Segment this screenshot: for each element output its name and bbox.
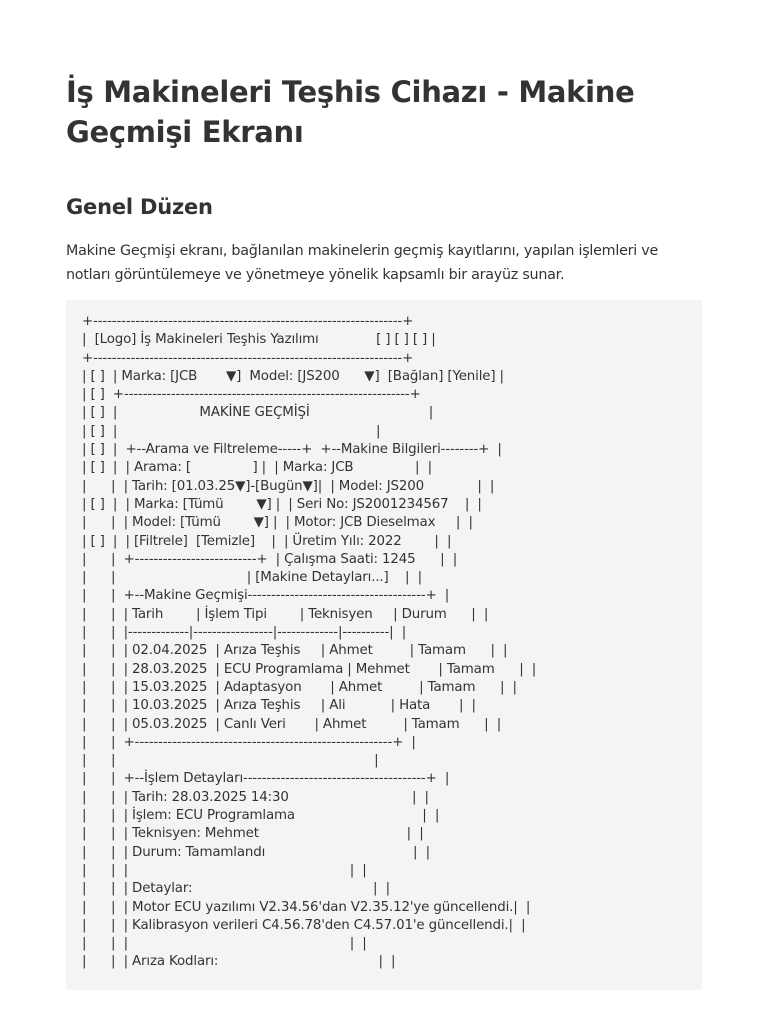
diagram-line: | | | Detaylar: | |: [82, 881, 390, 897]
diagram-line: | | | 15.03.2025 | Adaptasyon | Ahmet | Tamam | |: [82, 679, 517, 695]
diagram-line: | | |-------------|-----------------|-------------|----------| |: [82, 625, 407, 641]
diagram-line: | [ ] | | [Filtrele] [Temizle] | | Üretim Yılı: 2022 | |: [82, 533, 452, 549]
diagram-line: | | +--İşlem Detayları---------------------------------------+ |: [82, 771, 450, 787]
diagram-line: | [ ] | +--Arama ve Filtreleme-----+ +--Makine Bilgileri--------+ |: [82, 442, 502, 458]
diagram-line: | | | | |: [82, 936, 367, 952]
diagram-line: | | | Tarih: 28.03.2025 14:30 | |: [82, 789, 429, 805]
diagram-line: | [ ] +-------------------------------------------------------------+: [82, 387, 421, 403]
page-title: İş Makineleri Teşhis Cihazı - Makine Geçmişi Ekranı: [66, 75, 635, 149]
section-heading: Genel Düzen: [66, 195, 213, 219]
diagram-line: | | | [Makine Detayları...] | |: [82, 570, 422, 586]
diagram-line: | | | Tarih | İşlem Tipi | Teknisyen | Durum | |: [82, 606, 489, 622]
diagram-line: | | | Motor ECU yazılımı V2.34.56'dan V2.35.12'ye güncellendi.| |: [82, 899, 531, 915]
diagram-line: | | | Teknisyen: Mehmet | |: [82, 826, 424, 842]
diagram-line: | | | İşlem: ECU Programlama | |: [82, 808, 440, 824]
diagram-line: | | +--------------------------+ | Çalışma Saati: 1245 | |: [82, 551, 458, 567]
diagram-line: | | |: [82, 753, 379, 769]
diagram-line: +------------------------------------------------------------------+: [82, 314, 414, 329]
diagram-line: | | | Model: [Tümü ▼] | | Motor: JCB Dieselmax | |: [82, 515, 473, 531]
diagram-line: | | +--Makine Geçmişi--------------------------------------+ |: [82, 588, 450, 604]
diagram-line: | | +-------------------------------------------------------+ |: [82, 734, 416, 750]
intro-paragraph: Makine Geçmişi ekranı, bağlanılan makinelerin geçmiş kayıtlarını, yapılan işlemleri ve notları görüntülemeye ve yönetmeye yönelik kapsamlı bir arayüz sunar.: [66, 243, 659, 283]
ascii-diagram: [66, 300, 702, 972]
diagram-line: | | | Kalibrasyon verileri C4.56.78'den C4.57.01'e güncellendi.| |: [82, 917, 526, 933]
diagram-line: | [Logo] İş Makineleri Teşhis Yazılımı [ ] [ ] [ ] |: [82, 332, 436, 348]
diagram-line: | | | | |: [82, 862, 367, 878]
diagram-line: | [ ] | | Marka: [Tümü ▼] | | Seri No: JS2001234567 | |: [82, 496, 482, 512]
diagram-line: | | | 28.03.2025 | ECU Programlama | Mehmet | Tamam | |: [82, 661, 537, 677]
diagram-line: | [ ] | MAKİNE GEÇMİŞİ |: [82, 405, 434, 421]
diagram-line: | [ ] | |: [82, 423, 381, 439]
ascii-diagram-block: [66, 300, 702, 990]
diagram-line: | | | Tarih: [01.03.25▼]-[Bugün▼]| | Model: JS200 | |: [82, 478, 495, 494]
diagram-line: | | | 05.03.2025 | Canlı Veri | Ahmet | Tamam | |: [82, 716, 502, 732]
diagram-line: | | | 10.03.2025 | Arıza Teşhis | Ali | Hata | |: [82, 698, 476, 714]
diagram-line: | | | 02.04.2025 | Arıza Teşhis | Ahmet | Tamam | |: [82, 643, 508, 659]
diagram-line: | | | Arıza Kodları: | |: [82, 954, 396, 970]
diagram-line: | | | Durum: Tamamlandı | |: [82, 844, 430, 860]
diagram-line: | [ ] | | Arama: [ ] | | Marka: JCB | |: [82, 460, 432, 476]
diagram-line: +------------------------------------------------------------------+: [82, 350, 414, 366]
diagram-line: | [ ] | Marka: [JCB ▼] Model: [JS200 ▼] [Bağlan] [Yenile] |: [82, 368, 504, 384]
